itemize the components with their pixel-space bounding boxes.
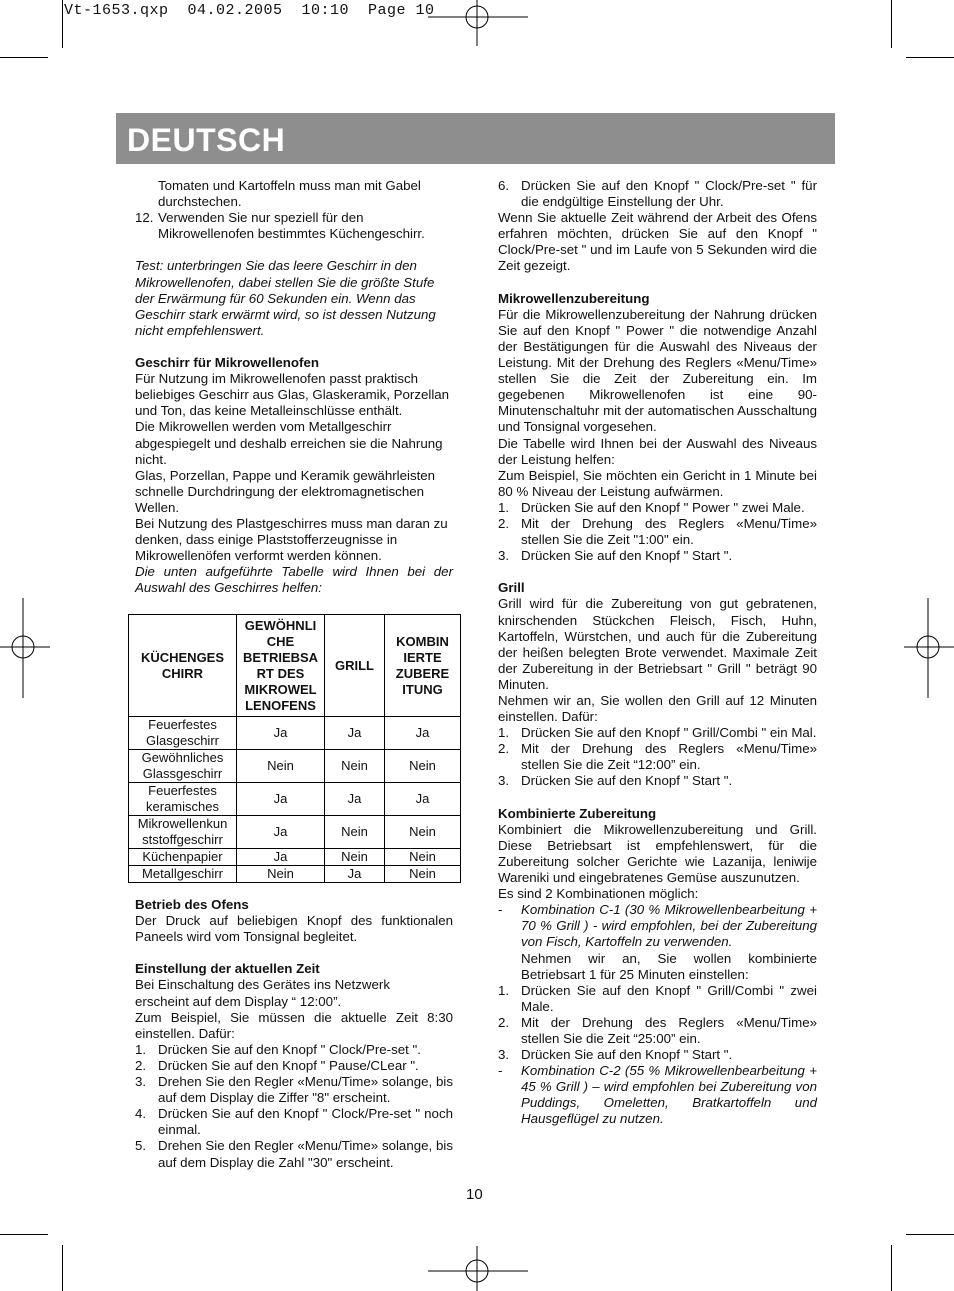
list-item: [135, 1058, 453, 1074]
test-line: der Erwärmung für 60 Sekunden ein. Wenn das: [135, 290, 416, 306]
text-line: abgespiegelt und deshalb erreichen sie die Nahrung: [135, 435, 443, 451]
list-item: [135, 1074, 453, 1106]
header-line: CHIRR: [161, 665, 204, 681]
table-cell: Ja: [325, 717, 385, 750]
list-number: 2.: [135, 1057, 147, 1073]
combination-item: [498, 1063, 817, 1127]
list-number: 1.: [498, 725, 510, 741]
list-item: [135, 1138, 453, 1170]
table-cell: Ja: [325, 783, 385, 816]
list-text: Mikrowellenofen bestimmtes Küchengeschirr.: [158, 226, 425, 242]
list-number: 2.: [498, 515, 510, 531]
combination-text: Nehmen wir an, Sie wollen kombinierte Betriebsart 1 für 25 Minuten einstellen:: [521, 950, 817, 982]
continued-line: durchstechen.: [158, 194, 242, 210]
section-heading: Geschirr für Mikrowellenofen: [135, 355, 319, 371]
list-item: [135, 1106, 453, 1138]
text-line: Glas, Porzellan, Pappe und Keramik gewährleisten: [135, 467, 436, 483]
table-cell: [129, 717, 237, 750]
list-text: Mit der Drehung des Reglers «Menu/Time» stellen Sie die Zeit “25:00” ein.: [521, 1014, 817, 1046]
combination-text: Kombination C-1 (30 % Mikrowellenbearbeitung + 70 % Grill ) - wird empfohlen, bei der Zubereitung von Fisch, Kartoffeln zu verwenden.: [521, 902, 817, 950]
dash-bullet: -: [498, 902, 503, 918]
list-number: 1.: [135, 1041, 147, 1057]
left-column-top: [135, 178, 453, 596]
table-intro: Die unten aufgeführte Tabelle wird Ihnen bei der Auswahl des Geschirres helfen:: [135, 564, 453, 596]
list-number: 5.: [135, 1138, 147, 1154]
header-line: GEWÖHNLI: [244, 617, 317, 633]
paragraph: Zum Beispiel, Sie müssen die aktuelle Zeit 8:30 einstellen. Dafür:: [135, 1009, 453, 1041]
test-line: nicht empfehlenswert.: [135, 322, 265, 338]
test-line: Geschirr stark erwärmt wird, so ist dessen Nutzung: [135, 306, 436, 322]
list-number: 3.: [135, 1074, 147, 1090]
list-number: 1.: [498, 982, 510, 998]
list-item: [135, 1042, 453, 1058]
table-header-cell: [385, 615, 461, 717]
table-header-row: [129, 615, 461, 717]
combination-text: Kombination C-2 (55 % Mikrowellenbearbeitung + 45 % Grill ) – wird empfohlen bei Zubereitung von Puddings, Omeletten, Bratkartoffeln und Hausgeflügel zu nutzen.: [521, 1063, 817, 1127]
print-header: Vt-1653.qxp 04.02.2005 10:10 Page 10: [64, 2, 435, 19]
table-cell: Ja: [237, 783, 325, 816]
section-heading: Einstellung der aktuellen Zeit: [135, 961, 320, 977]
header-line: IERTE: [403, 649, 442, 665]
list-text: Drehen Sie den Regler «Menu/Time» solange, bis auf dem Display die Ziffer "8" erscheint.: [158, 1074, 453, 1106]
list-item: [498, 741, 817, 773]
crop-mark: [0, 57, 48, 58]
list-number: 2.: [498, 1014, 510, 1030]
table-cell: Ja: [385, 717, 461, 750]
table-row: [129, 750, 461, 783]
list-number: 3.: [498, 548, 510, 564]
header-line: RT DES: [256, 665, 305, 681]
table-cell: Nein: [385, 816, 461, 849]
list-item: [498, 725, 817, 741]
paragraph: Es sind 2 Kombinationen möglich:: [498, 886, 699, 902]
paragraph: Der Druck auf beliebigen Knopf des funktionalen Paneels wird vom Tonsignal begleitet.: [135, 913, 453, 945]
list-number: 3.: [498, 773, 510, 789]
text-line: denken, dass einige Plaststofferzeugnisse in: [135, 532, 398, 548]
banner-title: DEUTSCH: [127, 122, 286, 158]
list-text: Drücken Sie auf den Knopf " Power " zwei Male.: [521, 499, 805, 515]
right-column: [498, 178, 817, 1128]
paragraph: Zum Beispiel, Sie möchten ein Gericht in 1 Minute bei 80 % Niveau der Leistung aufwärmen.: [498, 467, 817, 499]
crop-mark: [906, 1234, 954, 1235]
list-text: Drücken Sie auf den Knopf " Start ".: [521, 773, 733, 789]
registration-mark-top: [428, 0, 528, 46]
text-line: und Ton, das keine Metalleinschlüsse enthält.: [135, 403, 403, 419]
table-cell: Nein: [237, 866, 325, 883]
table-cell: Ja: [325, 866, 385, 883]
list-number: 4.: [135, 1106, 147, 1122]
table-cell: Küchenpapier: [129, 849, 237, 866]
section-heading: Betrieb des Ofens: [135, 897, 249, 912]
header-line: KOMBIN: [396, 633, 449, 649]
combination-item: [498, 902, 817, 982]
paragraph: Kombiniert die Mikrowellenzubereitung und Grill. Diese Betriebsart ist empfehlenswert, für die Zubereitung solcher Gerichte wie Lazanija, leniwije Wareniki und eingebratenes Gemüse auszunutzen.: [498, 821, 817, 886]
paragraph: Für die Mikrowellenzubereitung der Nahrung drücken Sie auf den Knopf " Power " die notwendige Anzahl der Bestätigungen für die Auswahl des Niveaus der Leistung. Mit der Drehung des Reglers «Menu/Time» stellen Sie die Zeit der Zubereitung ein. Im gegebenen Mikrowellenofen ist eine 90-Minutenschaltuhr mit der automatischen Ausschaltung und Tonsignal vorgesehen.: [498, 306, 817, 435]
table-cell: Metallgeschirr: [129, 866, 237, 883]
crop-mark: [62, 1245, 63, 1291]
text-line: Bei Einschaltung des Gerätes ins Netzwerk: [135, 977, 390, 993]
list-text: Drücken Sie auf den Knopf " Pause/CLear ".: [158, 1057, 419, 1073]
header-line: KÜCHENGES: [140, 649, 225, 665]
list-text: Drücken Sie auf den Knopf " Clock/Pre-set " für die endgültige Einstellung der Uhr.: [521, 178, 817, 210]
crop-mark: [891, 0, 892, 48]
cell-line: Glassgeschirr: [142, 766, 223, 781]
test-note: [135, 258, 453, 338]
header-line: ITUNG: [402, 681, 443, 697]
page-number: 10: [466, 1186, 483, 1203]
list-number: 6.: [498, 178, 510, 193]
table-cell: Nein: [385, 866, 461, 883]
text-line: nicht.: [135, 451, 167, 467]
dash-bullet: -: [498, 1063, 503, 1079]
list-text: Drücken Sie auf den Knopf " Start ".: [521, 548, 733, 564]
table-cell: Ja: [237, 816, 325, 849]
header-line: GRILL: [335, 657, 374, 673]
cell-line: Feuerfestes: [148, 783, 217, 798]
table-cell: [129, 783, 237, 816]
table-row: [129, 816, 461, 849]
paragraph: Nehmen wir an, Sie wollen den Grill auf 12 Minuten einstellen. Dafür:: [498, 693, 817, 725]
list-text: Verwenden Sie nur speziell für den: [158, 210, 364, 226]
text-line: Wellen.: [135, 499, 180, 515]
table-cell: Nein: [325, 816, 385, 849]
cell-line: Feuerfestes: [148, 717, 217, 732]
list-number: 1.: [498, 499, 510, 515]
cookware-table: [128, 614, 461, 883]
crop-mark: [0, 1234, 48, 1235]
table-row: [129, 866, 461, 883]
paragraph: Die Tabelle wird Ihnen bei der Auswahl des Niveaus der Leistung helfen:: [498, 435, 817, 467]
registration-mark-right: [904, 598, 954, 698]
list-item: [498, 983, 817, 1015]
registration-mark-bottom: [428, 1246, 528, 1291]
paragraph: Grill wird für die Zubereitung von gut gebratenen, knirschenden Stückchen Fleisch, Fisch, Huhn, Kartoffeln, Würstchen, und auch für die Zubereitung der heißen belegten Brote verwendet. Maximale Zeit der Zubereitung in der Betriebsart " Grill " beträgt 90 Minuten.: [498, 596, 817, 692]
text-line: Die Mikrowellen werden vom Metallgeschirr: [135, 419, 392, 435]
header-line: CHE: [266, 633, 295, 649]
header-line: MIKROWEL: [244, 681, 317, 697]
list-item: [135, 210, 453, 242]
registration-mark-left: [0, 598, 50, 698]
crop-mark: [62, 0, 63, 48]
left-column-bottom: [135, 897, 453, 1171]
header-line: BETRIEBSA: [242, 649, 319, 665]
table-header-cell: [129, 615, 237, 717]
continued-line: Tomaten und Kartoffeln muss man mit Gabel: [158, 178, 421, 193]
header-line: LENOFENS: [245, 697, 316, 713]
list-number: 2.: [498, 741, 510, 757]
text-line: Für Nutzung im Mikrowellenofen passt praktisch: [135, 371, 419, 387]
cell-line: Gewöhnliches: [141, 750, 224, 765]
list-item: [498, 178, 817, 210]
list-text: Drücken Sie auf den Knopf " Clock/Pre-set " noch einmal.: [158, 1106, 453, 1138]
list-text: Drücken Sie auf den Knopf " Grill/Combi " zwei Male.: [521, 982, 817, 1014]
table-row: [129, 849, 461, 866]
text-line: Mikrowellenöfen verformt werden können.: [135, 548, 382, 564]
crop-mark: [906, 57, 954, 58]
table-cell: [129, 816, 237, 849]
table-header-cell: [237, 615, 325, 717]
section-heading: Mikrowellenzubereitung: [498, 290, 650, 306]
table-cell: Nein: [325, 849, 385, 866]
table-cell: Nein: [385, 750, 461, 783]
list-number: 3.: [498, 1047, 510, 1063]
language-banner: [116, 113, 835, 164]
table-cell: Ja: [237, 717, 325, 750]
table-row: [129, 783, 461, 816]
text-line: erscheint auf dem Display “ 12:00”.: [135, 993, 342, 1009]
crop-mark: [891, 1245, 892, 1291]
table-cell: Ja: [385, 783, 461, 816]
table-cell: [129, 750, 237, 783]
test-line: Mikrowellenofen, dabei stellen Sie die größte Stufe: [135, 274, 435, 290]
list-text: Mit der Drehung des Reglers «Menu/Time» stellen Sie die Zeit “12:00” ein.: [521, 741, 817, 773]
geschirr-text: [135, 371, 453, 564]
list-text: Drücken Sie auf den Knopf " Grill/Combi " ein Mal.: [521, 725, 817, 741]
table-cell: Nein: [385, 849, 461, 866]
list-item: [498, 500, 817, 516]
cell-line: Glasgeschirr: [146, 733, 219, 748]
section-heading: Kombinierte Zubereitung: [498, 805, 657, 821]
cell-line: keramisches: [146, 799, 219, 814]
list-number: 12.: [135, 210, 154, 226]
paragraph: Wenn Sie aktuelle Zeit während der Arbeit des Ofens erfahren möchten, drücken Sie auf den Knopf " Clock/Pre-set " und im Laufe von 5 Sekunden wird die Zeit gezeigt.: [498, 210, 817, 274]
list-item: [498, 773, 817, 789]
list-item: [498, 548, 817, 564]
table-cell: Ja: [237, 849, 325, 866]
list-text: Drehen Sie den Regler «Menu/Time» solange, bis auf dem Display die Zahl "30" erscheint.: [158, 1138, 453, 1170]
text-line: Bei Nutzung des Plastgeschirres muss man daran zu: [135, 515, 448, 531]
test-line: Test: unterbringen Sie das leere Geschirr in den: [135, 258, 417, 274]
list-text: Drücken Sie auf den Knopf " Start ".: [521, 1047, 733, 1063]
table-row: [129, 717, 461, 750]
text-line: beliebiges Geschirr aus Glas, Glaskeramik, Porzellan: [135, 387, 450, 403]
list-item: [498, 1015, 817, 1047]
list-text: Drücken Sie auf den Knopf " Clock/Pre-set ".: [158, 1041, 421, 1057]
text-line: schnelle Durchdringung der elektromagnetischen: [135, 483, 425, 499]
section-heading: Grill: [498, 580, 525, 596]
header-line: ZUBERE: [395, 665, 450, 681]
list-item: [498, 1047, 817, 1063]
table-cell: Nein: [237, 750, 325, 783]
table-cell: Nein: [325, 750, 385, 783]
list-text: Mit der Drehung des Reglers «Menu/Time» stellen Sie die Zeit "1:00" ein.: [521, 515, 817, 548]
table-header-cell: [325, 615, 385, 717]
cell-line: Mikrowellenkun: [137, 816, 228, 831]
cell-line: ststoffgeschirr: [142, 832, 223, 847]
list-item: [498, 516, 817, 548]
